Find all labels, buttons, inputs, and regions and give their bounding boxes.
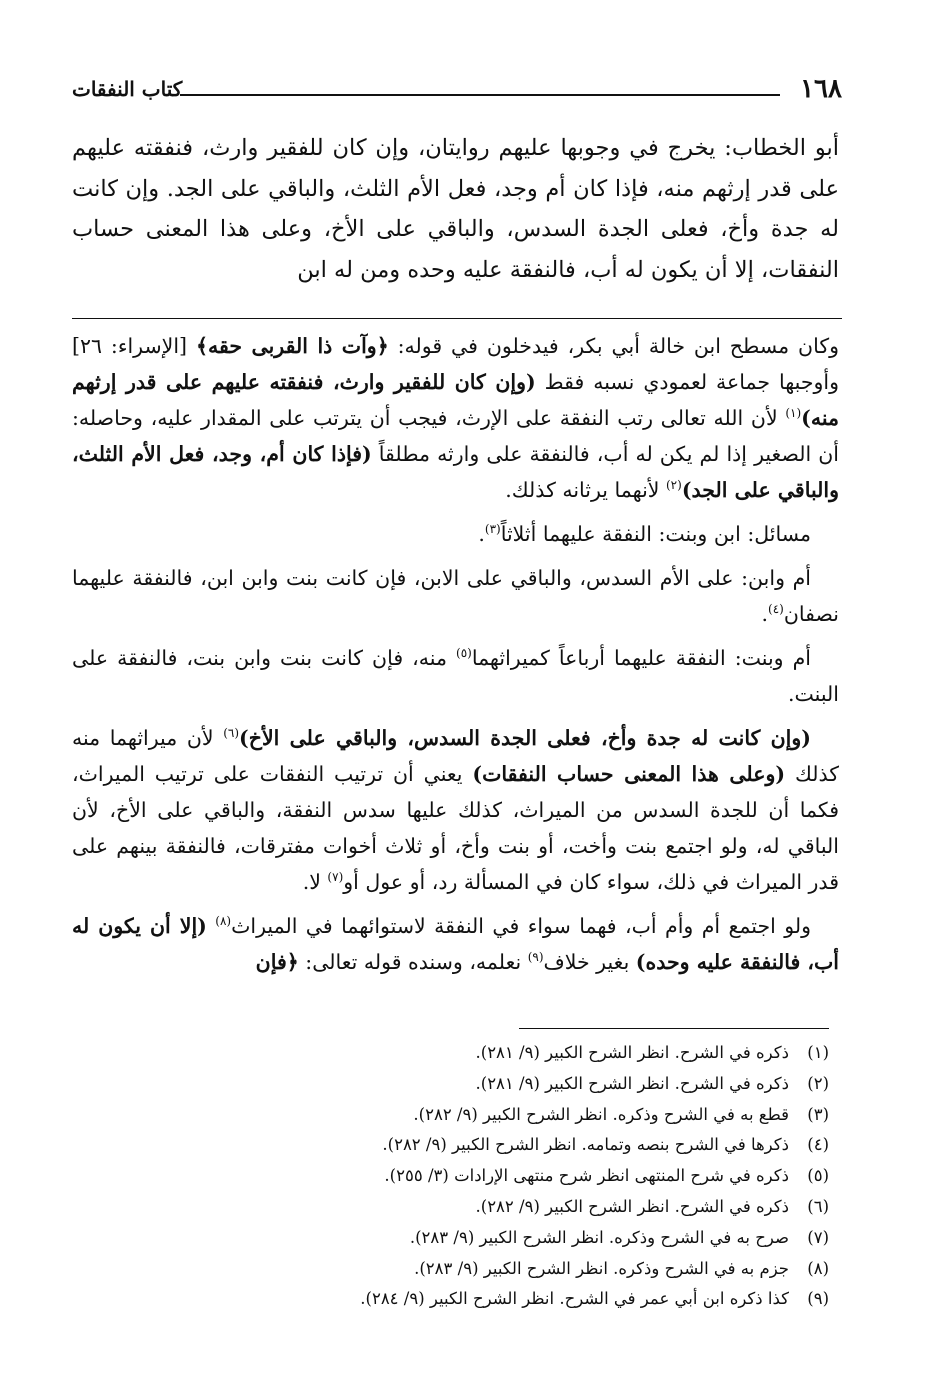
footnote-number: (٨) bbox=[807, 1258, 829, 1278]
text-run: [الإسراء: ٢٦] وأوجبها جماعة لعمودي نسبه فقط bbox=[72, 334, 839, 394]
footnote-item bbox=[72, 1130, 829, 1161]
footnotes-list bbox=[72, 1038, 829, 1315]
quran-quote: ﴿فإن bbox=[255, 950, 299, 974]
quran-quote: ﴿وآت ذا القربى حقه﴾ bbox=[195, 334, 389, 358]
footnote-item bbox=[72, 1100, 829, 1131]
footnote-ref-2[interactable]: (٢) bbox=[665, 478, 682, 493]
footnote-ref-7[interactable]: (٧) bbox=[327, 870, 344, 885]
footnote-item bbox=[72, 1038, 829, 1069]
sharh-paragraph-3 bbox=[72, 560, 839, 632]
footnote-item bbox=[72, 1192, 829, 1223]
footnote-item bbox=[72, 1161, 829, 1192]
footnote-number: (٤) bbox=[807, 1135, 829, 1155]
matn-quote: (إلا أن يكون له أب، فالنفقة عليه وحده) bbox=[72, 914, 839, 974]
sharh-text-block bbox=[72, 328, 839, 988]
footnote-item bbox=[72, 1069, 829, 1100]
matn-separator-rule bbox=[72, 318, 842, 319]
matn-paragraph: أبو الخطاب: يخرج في وجوبها عليهم روايتان، وإن كان للفقير وارث، فنفقته عليهم على قدر إرثهم منه، فإذا كان أم وجد، فعل الأم الثلث، والباقي على الجد. وإن كانت له جدة وأخ، فعلى الجدة السدس، والباقي على الأخ، وعلى هذا المعنى حساب النفقات، إلا أن يكون له أب، فالنفقة عليه وحده ومن له ابن bbox=[72, 135, 839, 283]
sharh-paragraph-6 bbox=[72, 908, 839, 980]
text-run: منه، فإن كانت بنت وابن بنت، فالنفقة على البنت. bbox=[72, 646, 839, 706]
footnote-text: صرح به في الشرح وذكره. انظر الشرح الكبير (٩/ ٢٨٣). bbox=[409, 1227, 789, 1247]
footnote-number: (٧) bbox=[807, 1227, 829, 1247]
text-run: نعلمه، وسنده قوله تعالى: bbox=[298, 950, 528, 974]
footnote-ref-8[interactable]: (٨) bbox=[215, 914, 232, 929]
sharh-paragraph-2 bbox=[72, 516, 839, 552]
text-run: ولو اجتمع أم وأم أب، فهما سواء في النفقة لاستوائهما في الميراث bbox=[231, 914, 811, 938]
footnote-ref-5[interactable]: (٥) bbox=[456, 646, 472, 661]
footnote-item bbox=[72, 1223, 829, 1254]
footnote-ref-1[interactable]: (١) bbox=[785, 406, 802, 421]
text-run: . bbox=[761, 602, 769, 626]
footnote-text: ذكره في شرح المنتهى انظر شرح منتهى الإرادات (٣/ ٢٥٥). bbox=[384, 1166, 789, 1186]
sharh-paragraph-1 bbox=[72, 328, 839, 508]
page-header bbox=[72, 72, 842, 106]
footnote-text: ذكره في الشرح. انظر الشرح الكبير (٩/ ٢٨١). bbox=[475, 1043, 789, 1062]
matn-quote: (فإذا كان أم، وجد، فعل الأم الثلث، والباقي على الجد) bbox=[72, 442, 839, 502]
text-run: مسائل: ابن وبنت: النفقة عليهما أثلاثاً bbox=[500, 522, 811, 546]
sharh-paragraph-5 bbox=[72, 720, 839, 900]
footnote-ref-9[interactable]: (٩) bbox=[527, 950, 544, 965]
footnote-text: ذكره في الشرح. انظر الشرح الكبير (٩/ ٢٨٢). bbox=[475, 1196, 789, 1216]
text-run: لأن ميراثهما منه كذلك bbox=[72, 726, 840, 786]
footnote-number: (١) bbox=[807, 1043, 829, 1062]
footnote-number: (٣) bbox=[807, 1104, 829, 1124]
running-title: كتاب النفقات bbox=[72, 77, 183, 101]
footnote-text: جزم به في الشرح وذكره. انظر الشرح الكبير (٩/ ٢٨٣). bbox=[414, 1258, 789, 1278]
footnote-text: كذا ذكره ابن أبي عمر في الشرح. انظر الشرح الكبير (٩/ ٢٨٤). bbox=[360, 1289, 789, 1309]
text-run: لأنهما يرثانه كذلك. bbox=[505, 478, 666, 502]
matn-quote: (وإن كانت له جدة وأخ، فعلى الجدة السدس، والباقي على الأخ) bbox=[239, 726, 811, 750]
footnote-number: (٩) bbox=[807, 1289, 829, 1309]
footnote-item bbox=[72, 1254, 829, 1285]
footnote-item bbox=[72, 1284, 829, 1315]
footnote-number: (٢) bbox=[807, 1073, 829, 1093]
text-run: بغير خلاف bbox=[543, 950, 636, 974]
footnote-ref-4[interactable]: (٤) bbox=[768, 602, 784, 617]
footnote-text: قطع به في الشرح وذكره. انظر الشرح الكبير (٩/ ٢٨٢). bbox=[413, 1104, 789, 1124]
footnote-separator-rule bbox=[519, 1028, 829, 1029]
matn-text-block bbox=[72, 128, 839, 290]
page-number: ١٦٨ bbox=[800, 74, 842, 104]
header-rule bbox=[180, 94, 780, 96]
text-run: أم وبنت: النفقة عليهما أرباعاً كميراثهما bbox=[471, 646, 811, 670]
text-run: أم وابن: على الأم السدس، والباقي على الابن، فإن كانت بنت وابن ابن، فالنفقة عليهما نصفان bbox=[72, 566, 839, 626]
footnote-ref-6[interactable]: (٦) bbox=[223, 726, 240, 741]
sharh-paragraph-4 bbox=[72, 640, 839, 712]
text-run: . bbox=[478, 522, 485, 546]
footnote-text: ذكرها في الشرح بنصه وتمامه. انظر الشرح الكبير (٩/ ٢٨٢). bbox=[382, 1135, 789, 1155]
footnote-ref-3[interactable]: (٣) bbox=[484, 522, 501, 537]
text-run: يعني أن ترتيب النفقات على ترتيب الميراث، فكما أن للجدة السدس من الميراث، كذلك عليها سدس النفقة، والباقي على الأخ، لأن الباقي له، ولو اجتمع بنت وأخت، أو بنت وأخ، أو ثلاث أخوات مفترقات، فالنفقة بينهم على قدر الميراث في ذلك، سواء كان في المسألة رد، أو عول أو bbox=[72, 762, 839, 894]
footnote-number: (٥) bbox=[807, 1166, 829, 1186]
footnote-number: (٦) bbox=[807, 1196, 829, 1216]
matn-quote: (وعلى هذا المعنى حساب النفقات) bbox=[472, 762, 786, 786]
text-run: لا. bbox=[302, 870, 328, 894]
text-run: لأن الله تعالى رتب النفقة على الإرث، فيجب أن يترتب على المقدار عليه، وحاصله: أن الصغير إذا لم يكن له أب، فالنفقة على وارثه مطلقاً bbox=[72, 406, 839, 466]
text-run: وكان مسطح ابن خالة أبي بكر، فيدخلون في قوله: bbox=[388, 334, 839, 358]
matn-quote: (وإن كان للفقير وارث، فنفقته عليهم على قدر إرثهم منه) bbox=[72, 370, 839, 430]
footnote-text: ذكره في الشرح. انظر الشرح الكبير (٩/ ٢٨١). bbox=[475, 1073, 789, 1093]
